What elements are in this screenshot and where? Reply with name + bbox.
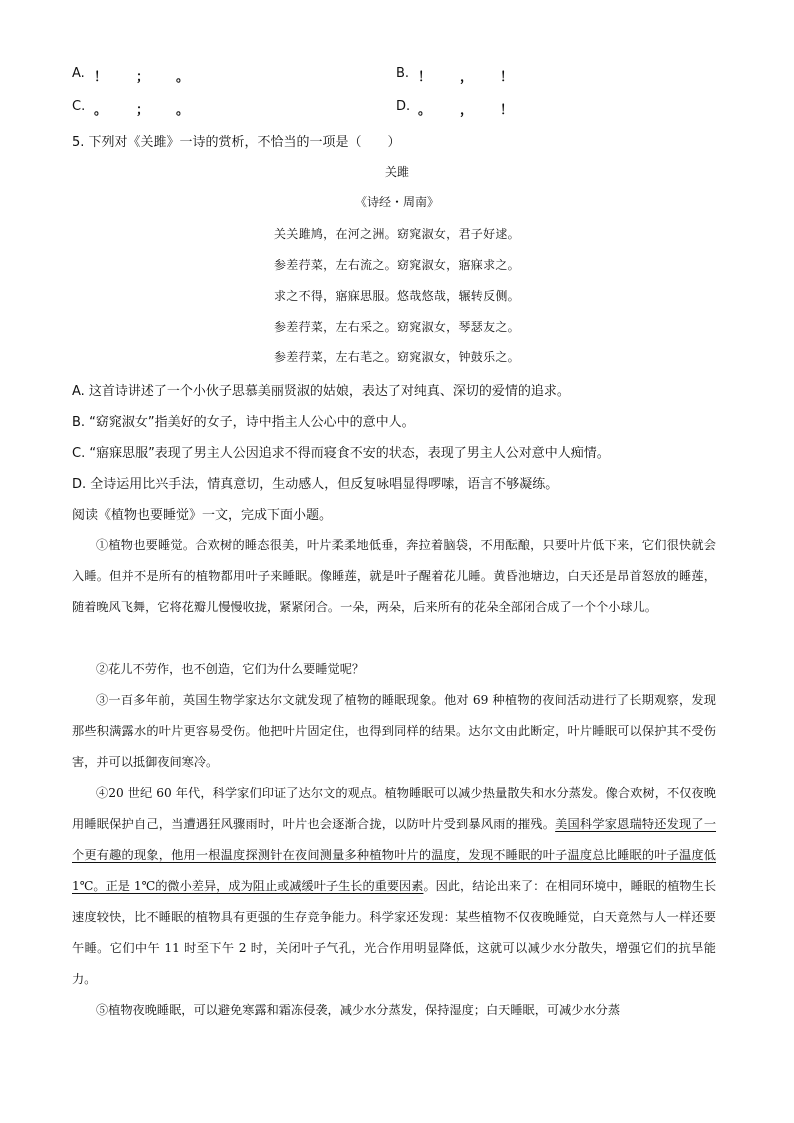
paragraph-5 <box>72 995 716 1026</box>
punct-3: 。 <box>176 103 190 118</box>
underlined-passage: 美国科学家恩瑞特还发现了一个更有趣的现象，他用一根温度探测针在夜间测量多种植物叶片的温度，发现不睡眠的叶子温度总比睡眠的叶子温度低 1℃。正是 1℃的微小差异，成为阻止或减缓叶子生长的重要因素 <box>72 817 717 893</box>
paragraph-text: ⑤植物夜晚睡眠，可以避免寒露和霜冻侵袭，减少水分蒸发，保持湿度；白天睡眠，可减少水分蒸 <box>96 1003 621 1017</box>
poem-line: 参差荇菜，左右采之。窈窕淑女，琴瑟友之。 <box>273 320 520 334</box>
option-letter: D. <box>396 99 411 114</box>
punct-1: ！ <box>418 70 432 85</box>
paragraph-4-part-a: ④20 世纪 60 年代，科学家们印证了达尔文的观点。植物睡眠可以减少热量散失和水分蒸发。像合欢树，不仅夜晚用睡眠保护自己，当遭遇狂风骤雨时，叶片也会逐渐合拢，以防叶片受到暴风雨的摧残。 <box>72 786 716 831</box>
poem-source: 《诗经・周南》 <box>354 195 439 209</box>
option-letter: A. <box>72 66 85 81</box>
punct-1: 。 <box>94 103 108 118</box>
option-b[interactable] <box>396 66 514 85</box>
paragraph-text <box>72 778 716 995</box>
choice-d[interactable]: D. 全诗运用比兴手法，情真意切，生动感人，但反复咏唱显得啰嗦，语言不够凝练。 <box>72 477 559 492</box>
choice-a[interactable]: A. 这首诗讲述了一个小伙子思慕美丽贤淑的姑娘，表达了对纯真、深切的爱情的追求。 <box>72 384 570 399</box>
option-letter: B. <box>396 66 410 81</box>
paragraph-text: ②花儿不劳作，也不创造，它们为什么要睡觉呢？ <box>96 662 365 676</box>
options-row-ab <box>72 66 732 88</box>
option-letter: C. <box>72 99 86 114</box>
paragraph-4-part-b: 。因此，结论出来了：在相同环境中，睡眠的植物生长速度较快，比不睡眠的植物具有更强的生存竞争能力。科学家还发现：某些植物不仅夜晚睡觉，白天竟然与人一样还要午睡。它们中午 11 时至下午 2 时，关闭叶子气孔，光合作用明显降低，这就可以减少水分散失，增强它们的抗旱能力。 <box>72 879 717 986</box>
poem-title: 关雎 <box>384 165 409 179</box>
choice-c[interactable]: C. “寤寐思服”表现了男主人公因追求不得而寝食不安的状态，表现了男主人公对意中人痴情。 <box>72 446 610 461</box>
reading-intro: 阅读《植物也要睡觉》一文，完成下面小题。 <box>72 508 333 523</box>
paragraph-4 <box>72 778 716 995</box>
punct-3: ！ <box>500 70 514 85</box>
poem-line: 参差荇菜，左右芼之。窈窕淑女，钟鼓乐之。 <box>273 350 520 364</box>
paragraph-text: ③一百多年前，英国生物学家达尔文就发现了植物的睡眠现象。他对 69 种植物的夜间活动进行了长期观察，发现那些积满露水的叶片更容易受伤。他把叶片固定住，也得到同样的结果。达尔文由此断定，叶片睡眠可以保护其不受伤害，并可以抵御夜间寒冷。 <box>72 693 716 769</box>
punct-3: ！ <box>500 103 514 118</box>
options-row-cd <box>72 99 732 121</box>
option-a[interactable] <box>72 66 190 85</box>
paragraph-3 <box>72 685 716 778</box>
punct-1: 。 <box>418 103 432 118</box>
punct-1: ！ <box>94 70 108 85</box>
punct-2: ； <box>136 103 150 118</box>
paragraph-text: ①植物也要睡觉。合欢树的睡态很美，叶片柔柔地低垂，奔拉着脑袋，不用酝酿，只要叶片低下来，它们很快就会入睡。但并不是所有的植物都用叶子来睡眠。像睡莲，就是叶子醒着花儿睡。黄昏池塘边，白天还是昂首怒放的睡莲，随着晚风飞舞，它将花瓣儿慢慢收拢，紧紧闭合。一朵，两朵，后来所有的花朵全部闭合成了一个个小球儿。 <box>72 538 716 614</box>
paragraph-1 <box>72 530 716 623</box>
question-5: 5. 下列对《关雎》一诗的赏析，不恰当的一项是（ ） <box>72 135 401 150</box>
option-d[interactable] <box>396 99 514 118</box>
punct-2: ； <box>136 70 150 85</box>
punct-2: ， <box>460 70 474 85</box>
poem-line: 参差荇菜，左右流之。窈窕淑女，寤寐求之。 <box>273 258 520 272</box>
punct-2: ， <box>460 103 474 118</box>
choice-b[interactable]: B. “窈窕淑女”指美好的女子，诗中指主人公心中的意中人。 <box>72 415 415 430</box>
paragraph-2 <box>72 654 716 685</box>
poem-line: 关关雎鸠，在河之洲。窈窕淑女，君子好逑。 <box>273 227 520 241</box>
poem-line: 求之不得，寤寐思服。悠哉悠哉，辗转反侧。 <box>273 289 520 303</box>
option-c[interactable] <box>72 99 190 118</box>
punct-3: 。 <box>176 70 190 85</box>
